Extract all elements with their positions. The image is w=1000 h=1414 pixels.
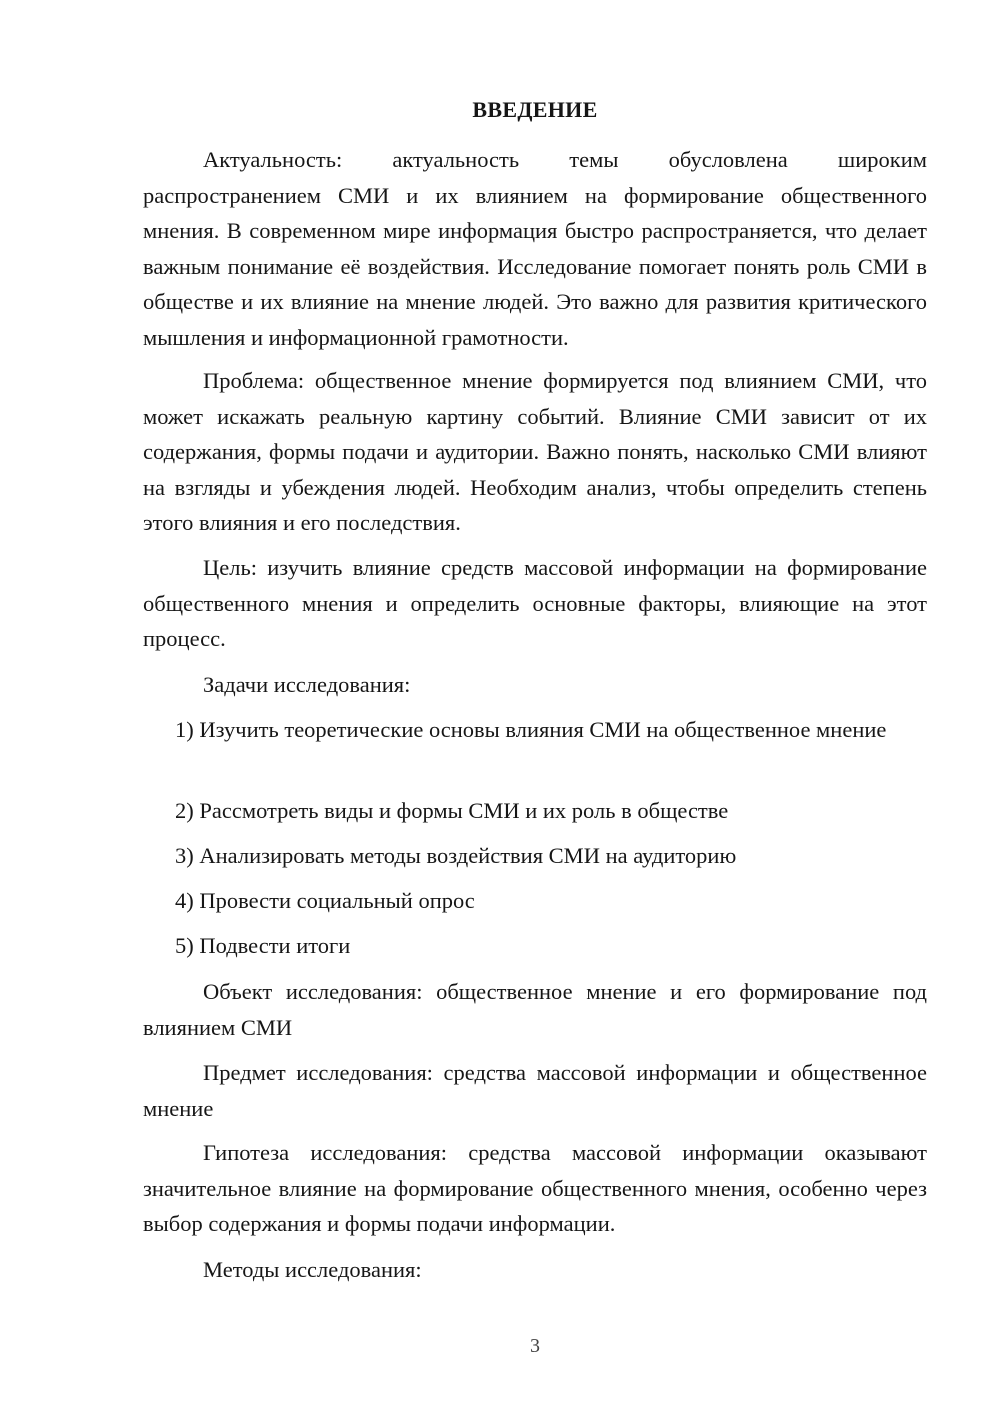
task-item-5: 5) Подвести итоги [175, 933, 351, 958]
paragraph-problem: Проблема: общественное мнение формируется под влиянием СМИ, что может искажать реальную картину событий. Влияние СМИ зависит от их содержания, формы подачи и аудитории. Важно понять, насколько СМИ влияют на взгляды и убеждения людей. Необходим анализ, чтобы определить степень этого влияния и его последствия. [143, 368, 927, 536]
task-item-2: 2) Рассмотреть виды и формы СМИ и их роль в обществе [175, 798, 729, 823]
paragraph-relevance: Актуальность: актуальность темы обусловлена широким распространением СМИ и их влиянием на формирование общественного мнения. В современном мире информация быстро распространяется, что делает важным понимание её воздействия. Исследование помогает понять роль СМИ в обществе и их влияние на мнение людей. Это важно для развития критического мышления и информационной грамотности. [143, 147, 927, 350]
paragraph-tasks-intro: Задачи исследования: [203, 672, 411, 697]
page-title: ВВЕДЕНИЕ [472, 97, 598, 122]
paragraph-hypothesis: Гипотеза исследования: средства массовой информации оказывают значительное влияние на формирование общественного мнения, особенно через выбор содержания и формы подачи информации. [143, 1140, 927, 1237]
paragraph-methods: Методы исследования: [203, 1257, 422, 1282]
paragraph-goal: Цель: изучить влияние средств массовой информации на формирование общественного мнения и определить основные факторы, влияющие на этот процесс. [143, 555, 927, 652]
paragraph-object: Объект исследования: общественное мнение и его формирование под влиянием СМИ [143, 979, 927, 1040]
task-item-3: 3) Анализировать методы воздействия СМИ на аудиторию [175, 843, 737, 868]
page-number: 3 [530, 1335, 540, 1357]
task-item-1: 1) Изучить теоретические основы влияния СМИ на общественное мнение [175, 717, 887, 742]
task-item-4: 4) Провести социальный опрос [175, 888, 475, 913]
paragraph-subject: Предмет исследования: средства массовой информации и общественное мнение [143, 1060, 927, 1121]
